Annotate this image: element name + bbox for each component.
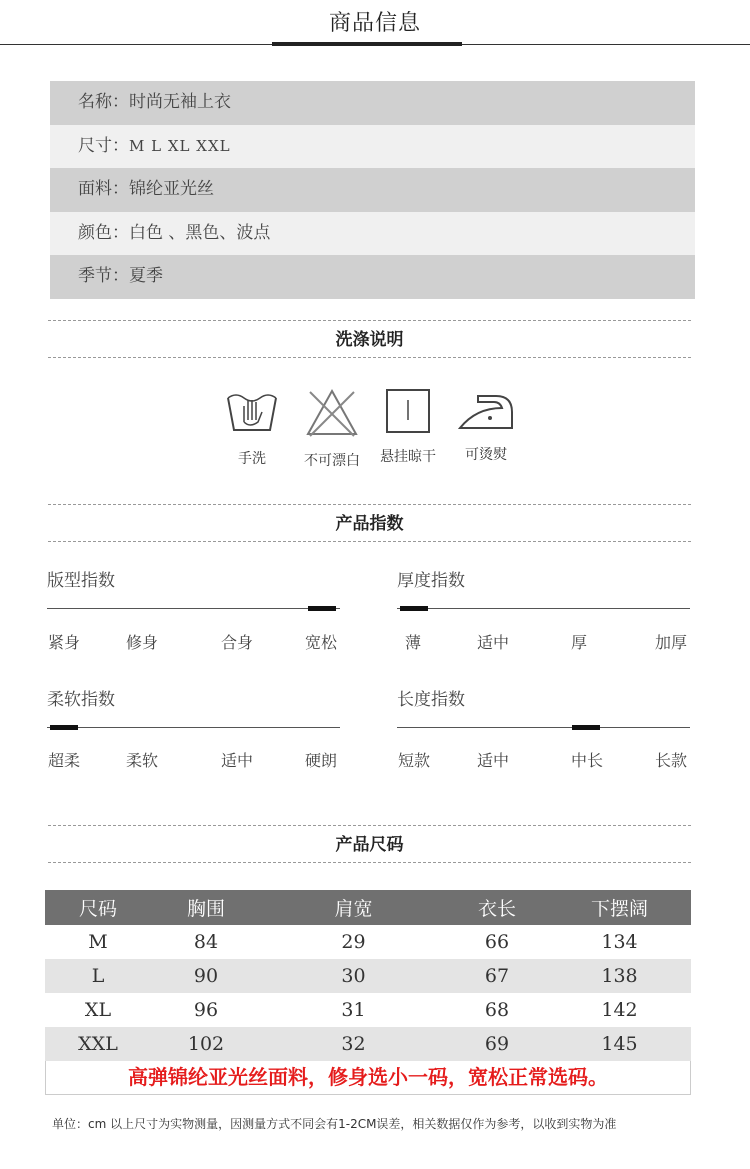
- cell: 84: [151, 925, 261, 959]
- cell: L: [45, 959, 151, 993]
- info-row-color: [50, 212, 695, 256]
- thickness-index-scale: [397, 608, 690, 610]
- info-season-text: 季节：夏季: [78, 266, 163, 287]
- length-index-marker: [572, 725, 600, 730]
- length-tick-4: 长款: [655, 751, 688, 770]
- care-no-bleach: [292, 388, 372, 470]
- product-info-list: [50, 81, 695, 299]
- table-row: [45, 925, 691, 959]
- cell: 31: [261, 993, 446, 1027]
- size-table-header: [45, 890, 691, 925]
- cell: 96: [151, 993, 261, 1027]
- info-color-text: 颜色：白色 、黑色、波点: [78, 222, 271, 243]
- length-index-scale: [397, 727, 690, 729]
- length-index-title: 长度指数: [397, 690, 465, 710]
- fit-tick-4: 宽松: [305, 633, 338, 652]
- fit-index-track: [47, 608, 340, 609]
- softness-tick-2: 柔软: [126, 751, 159, 770]
- info-name-text: 名称：时尚无袖上衣: [78, 92, 231, 112]
- softness-index-track: [47, 727, 340, 728]
- softness-tick-4: 硬朗: [305, 751, 338, 770]
- col-length: 衣长: [446, 890, 548, 925]
- care-iron: [446, 388, 526, 464]
- index-section-heading: 产品指数: [48, 504, 691, 542]
- cell: 142: [548, 993, 691, 1027]
- thickness-index-title: 厚度指数: [397, 571, 465, 591]
- info-row-name: [50, 81, 695, 125]
- thickness-index-marker: [400, 606, 428, 611]
- header-underline: [272, 42, 462, 46]
- softness-tick-1: 超柔: [48, 751, 81, 770]
- col-shoulder: 肩宽: [261, 890, 446, 925]
- cell: 134: [548, 925, 691, 959]
- cell: 69: [446, 1027, 548, 1061]
- cell: 32: [261, 1027, 446, 1061]
- care-hang-dry: [368, 388, 448, 466]
- softness-index-title: 柔软指数: [47, 690, 115, 710]
- info-fabric-text: 面料：锦纶亚光丝: [78, 179, 214, 200]
- table-row: [45, 1027, 691, 1061]
- thickness-tick-1: 薄: [405, 633, 422, 652]
- fit-index-scale: [47, 608, 340, 610]
- size-section-heading: 产品尺码: [48, 825, 691, 863]
- fit-index-title: 版型指数: [47, 571, 115, 591]
- info-row-fabric: [50, 168, 695, 212]
- softness-index-marker: [50, 725, 78, 730]
- care-no-bleach-label: 不可漂白: [304, 453, 360, 469]
- cell: 145: [548, 1027, 691, 1061]
- size-advice-text: 高弹锦纶亚光丝面料，修身选小一码，宽松正常选码。: [128, 1065, 608, 1089]
- length-index-track: [397, 727, 690, 728]
- cell: 66: [446, 925, 548, 959]
- info-row-size: [50, 125, 695, 169]
- care-section-heading: 洗涤说明: [48, 320, 691, 358]
- info-size-label: 尺寸：: [78, 135, 129, 156]
- col-size: 尺码: [45, 890, 151, 925]
- table-row: [45, 993, 691, 1027]
- hang-dry-icon: [385, 388, 431, 434]
- hand-wash-icon: [224, 388, 280, 436]
- info-size-value: M L XL XXL: [129, 136, 231, 155]
- thickness-index-track: [397, 608, 690, 609]
- info-row-season: [50, 255, 695, 299]
- length-tick-1: 短款: [398, 751, 431, 770]
- col-chest: 胸围: [151, 890, 261, 925]
- no-bleach-icon: [304, 388, 360, 438]
- iron-icon: [456, 388, 516, 432]
- page-title: 商品信息: [328, 11, 421, 36]
- measurement-footnote: 单位：cm 以上尺寸为实物测量，因测量方式不同会有1-2CM误差，相关数据仅作为参考，以收到实物为准: [52, 1117, 617, 1131]
- cell: 67: [446, 959, 548, 993]
- size-table: [45, 890, 691, 1061]
- cell: M: [45, 925, 151, 959]
- fit-tick-3: 合身: [221, 633, 254, 652]
- care-hand-wash: [212, 388, 292, 468]
- cell: 30: [261, 959, 446, 993]
- cell: 138: [548, 959, 691, 993]
- length-tick-3: 中长: [571, 751, 604, 770]
- softness-index-scale: [47, 727, 340, 729]
- fit-index-marker: [308, 606, 336, 611]
- table-row: [45, 959, 691, 993]
- thickness-tick-3: 厚: [571, 633, 588, 652]
- cell: 102: [151, 1027, 261, 1061]
- cell: 29: [261, 925, 446, 959]
- cell: 90: [151, 959, 261, 993]
- softness-tick-3: 适中: [221, 751, 254, 770]
- care-iron-label: 可烫熨: [465, 447, 507, 463]
- cell: XL: [45, 993, 151, 1027]
- cell: 68: [446, 993, 548, 1027]
- col-hem: 下摆阔: [548, 890, 691, 925]
- fit-tick-2: 修身: [126, 633, 159, 652]
- fit-tick-1: 紧身: [48, 633, 81, 652]
- care-hand-wash-label: 手洗: [238, 451, 266, 467]
- length-tick-2: 适中: [477, 751, 510, 770]
- care-hang-dry-label: 悬挂晾干: [380, 449, 436, 465]
- thickness-tick-2: 适中: [477, 633, 510, 652]
- cell: XXL: [45, 1027, 151, 1061]
- thickness-tick-4: 加厚: [655, 633, 688, 652]
